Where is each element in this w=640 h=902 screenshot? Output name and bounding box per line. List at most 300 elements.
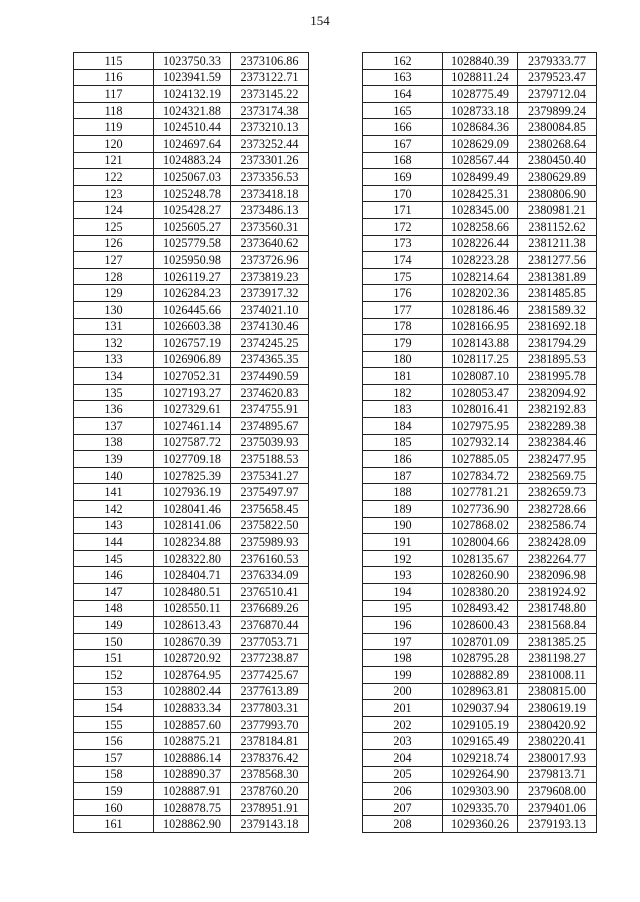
table-row <box>74 799 309 816</box>
coordinates-table-left <box>73 52 309 833</box>
x-coordinate-cell: 1027329.61 <box>154 401 231 418</box>
y-coordinate-cell: 2374755.91 <box>231 401 309 418</box>
y-coordinate-cell: 2379813.71 <box>518 766 597 783</box>
point-number-cell: 204 <box>363 749 443 766</box>
x-coordinate-cell: 1028629.09 <box>443 135 518 152</box>
table-row <box>74 733 309 750</box>
table-row <box>363 716 597 733</box>
y-coordinate-cell: 2380268.64 <box>518 135 597 152</box>
y-coordinate-cell: 2381924.92 <box>518 584 597 601</box>
y-coordinate-cell: 2376334.09 <box>231 567 309 584</box>
x-coordinate-cell: 1028016.41 <box>443 401 518 418</box>
point-number-cell: 177 <box>363 301 443 318</box>
table-row <box>74 451 309 468</box>
x-coordinate-cell: 1028670.39 <box>154 633 231 650</box>
y-coordinate-cell: 2375822.50 <box>231 517 309 534</box>
x-coordinate-cell: 1028004.66 <box>443 534 518 551</box>
point-number-cell: 208 <box>363 816 443 833</box>
table-row <box>363 268 597 285</box>
table-row <box>74 218 309 235</box>
x-coordinate-cell: 1028258.66 <box>443 218 518 235</box>
table-row <box>363 335 597 352</box>
y-coordinate-cell: 2382096.98 <box>518 567 597 584</box>
x-coordinate-cell: 1027834.72 <box>443 467 518 484</box>
table-row <box>74 318 309 335</box>
y-coordinate-cell: 2379143.18 <box>231 816 309 833</box>
y-coordinate-cell: 2373418.18 <box>231 185 309 202</box>
y-coordinate-cell: 2379899.24 <box>518 102 597 119</box>
y-coordinate-cell: 2377613.89 <box>231 683 309 700</box>
table-row <box>363 550 597 567</box>
x-coordinate-cell: 1028701.09 <box>443 633 518 650</box>
point-number-cell: 143 <box>74 517 154 534</box>
x-coordinate-cell: 1023941.59 <box>154 69 231 86</box>
table-row <box>363 749 597 766</box>
y-coordinate-cell: 2382659.73 <box>518 484 597 501</box>
table-row <box>363 617 597 634</box>
point-number-cell: 157 <box>74 749 154 766</box>
x-coordinate-cell: 1029165.49 <box>443 733 518 750</box>
table-row <box>363 368 597 385</box>
x-coordinate-cell: 1029264.90 <box>443 766 518 783</box>
table-row <box>74 301 309 318</box>
point-number-cell: 207 <box>363 799 443 816</box>
x-coordinate-cell: 1028811.24 <box>443 69 518 86</box>
x-coordinate-cell: 1028404.71 <box>154 567 231 584</box>
table-row <box>363 169 597 186</box>
table-row <box>363 434 597 451</box>
table-row <box>363 152 597 169</box>
x-coordinate-cell: 1029303.90 <box>443 783 518 800</box>
point-number-cell: 165 <box>363 102 443 119</box>
coordinates-table-right-body <box>363 53 597 833</box>
y-coordinate-cell: 2381381.89 <box>518 268 597 285</box>
point-number-cell: 205 <box>363 766 443 783</box>
y-coordinate-cell: 2375188.53 <box>231 451 309 468</box>
y-coordinate-cell: 2382384.46 <box>518 434 597 451</box>
point-number-cell: 180 <box>363 351 443 368</box>
y-coordinate-cell: 2381895.53 <box>518 351 597 368</box>
table-row <box>363 86 597 103</box>
table-row <box>74 335 309 352</box>
y-coordinate-cell: 2380084.85 <box>518 119 597 136</box>
y-coordinate-cell: 2379193.13 <box>518 816 597 833</box>
table-row <box>74 716 309 733</box>
x-coordinate-cell: 1028840.39 <box>443 53 518 70</box>
table-row <box>363 683 597 700</box>
point-number-cell: 176 <box>363 285 443 302</box>
point-number-cell: 130 <box>74 301 154 318</box>
page-number: 154 <box>310 13 330 28</box>
table-row <box>74 666 309 683</box>
y-coordinate-cell: 2381995.78 <box>518 368 597 385</box>
point-number-cell: 124 <box>74 202 154 219</box>
y-coordinate-cell: 2373301.26 <box>231 152 309 169</box>
point-number-cell: 132 <box>74 335 154 352</box>
table-row <box>74 783 309 800</box>
table-row <box>74 53 309 70</box>
coordinates-table-left-body <box>74 53 309 833</box>
point-number-cell: 169 <box>363 169 443 186</box>
x-coordinate-cell: 1028795.28 <box>443 650 518 667</box>
x-coordinate-cell: 1025067.03 <box>154 169 231 186</box>
table-row <box>74 434 309 451</box>
x-coordinate-cell: 1028345.00 <box>443 202 518 219</box>
point-number-cell: 141 <box>74 484 154 501</box>
x-coordinate-cell: 1025779.58 <box>154 235 231 252</box>
y-coordinate-cell: 2381008.11 <box>518 666 597 683</box>
table-row <box>363 501 597 518</box>
x-coordinate-cell: 1028143.88 <box>443 335 518 352</box>
y-coordinate-cell: 2380420.92 <box>518 716 597 733</box>
x-coordinate-cell: 1025248.78 <box>154 185 231 202</box>
table-row <box>74 268 309 285</box>
table-row <box>74 235 309 252</box>
table-row <box>363 185 597 202</box>
y-coordinate-cell: 2379608.00 <box>518 783 597 800</box>
table-row <box>363 301 597 318</box>
y-coordinate-cell: 2381485.85 <box>518 285 597 302</box>
point-number-cell: 203 <box>363 733 443 750</box>
table-row <box>363 484 597 501</box>
table-row <box>363 69 597 86</box>
point-number-cell: 202 <box>363 716 443 733</box>
y-coordinate-cell: 2382094.92 <box>518 384 597 401</box>
x-coordinate-cell: 1024883.24 <box>154 152 231 169</box>
point-number-cell: 187 <box>363 467 443 484</box>
table-row <box>363 384 597 401</box>
table-row <box>74 534 309 551</box>
y-coordinate-cell: 2373819.23 <box>231 268 309 285</box>
y-coordinate-cell: 2376510.41 <box>231 584 309 601</box>
y-coordinate-cell: 2382477.95 <box>518 451 597 468</box>
point-number-cell: 191 <box>363 534 443 551</box>
x-coordinate-cell: 1028053.47 <box>443 384 518 401</box>
y-coordinate-cell: 2373210.13 <box>231 119 309 136</box>
y-coordinate-cell: 2376689.26 <box>231 600 309 617</box>
table-row <box>74 700 309 717</box>
point-number-cell: 136 <box>74 401 154 418</box>
table-row <box>74 633 309 650</box>
point-number-cell: 198 <box>363 650 443 667</box>
table-row <box>74 368 309 385</box>
table-row <box>363 351 597 368</box>
table-row <box>74 683 309 700</box>
point-number-cell: 149 <box>74 617 154 634</box>
point-number-cell: 142 <box>74 501 154 518</box>
point-number-cell: 196 <box>363 617 443 634</box>
y-coordinate-cell: 2373174.38 <box>231 102 309 119</box>
table-row <box>363 235 597 252</box>
x-coordinate-cell: 1028733.18 <box>443 102 518 119</box>
point-number-cell: 129 <box>74 285 154 302</box>
y-coordinate-cell: 2380629.89 <box>518 169 597 186</box>
y-coordinate-cell: 2373252.44 <box>231 135 309 152</box>
x-coordinate-cell: 1025428.27 <box>154 202 231 219</box>
point-number-cell: 139 <box>74 451 154 468</box>
x-coordinate-cell: 1028875.21 <box>154 733 231 750</box>
y-coordinate-cell: 2382264.77 <box>518 550 597 567</box>
y-coordinate-cell: 2379523.47 <box>518 69 597 86</box>
table-row <box>74 401 309 418</box>
x-coordinate-cell: 1028226.44 <box>443 235 518 252</box>
point-number-cell: 145 <box>74 550 154 567</box>
point-number-cell: 140 <box>74 467 154 484</box>
point-number-cell: 126 <box>74 235 154 252</box>
point-number-cell: 127 <box>74 252 154 269</box>
x-coordinate-cell: 1028775.49 <box>443 86 518 103</box>
y-coordinate-cell: 2377803.31 <box>231 700 309 717</box>
y-coordinate-cell: 2382192.83 <box>518 401 597 418</box>
x-coordinate-cell: 1028720.92 <box>154 650 231 667</box>
table-row <box>74 501 309 518</box>
table-row <box>74 384 309 401</box>
table-row <box>74 567 309 584</box>
point-number-cell: 123 <box>74 185 154 202</box>
x-coordinate-cell: 1027975.95 <box>443 418 518 435</box>
point-number-cell: 156 <box>74 733 154 750</box>
table-row <box>74 102 309 119</box>
x-coordinate-cell: 1028963.81 <box>443 683 518 700</box>
y-coordinate-cell: 2378568.30 <box>231 766 309 783</box>
point-number-cell: 181 <box>363 368 443 385</box>
table-row <box>74 86 309 103</box>
x-coordinate-cell: 1028141.06 <box>154 517 231 534</box>
table-row <box>74 600 309 617</box>
point-number-cell: 206 <box>363 783 443 800</box>
table-row <box>363 816 597 833</box>
y-coordinate-cell: 2379401.06 <box>518 799 597 816</box>
point-number-cell: 121 <box>74 152 154 169</box>
x-coordinate-cell: 1028087.10 <box>443 368 518 385</box>
point-number-cell: 146 <box>74 567 154 584</box>
x-coordinate-cell: 1024321.88 <box>154 102 231 119</box>
point-number-cell: 174 <box>363 252 443 269</box>
x-coordinate-cell: 1027461.14 <box>154 418 231 435</box>
y-coordinate-cell: 2380815.00 <box>518 683 597 700</box>
y-coordinate-cell: 2373917.32 <box>231 285 309 302</box>
point-number-cell: 188 <box>363 484 443 501</box>
point-number-cell: 184 <box>363 418 443 435</box>
point-number-cell: 173 <box>363 235 443 252</box>
x-coordinate-cell: 1028202.36 <box>443 285 518 302</box>
y-coordinate-cell: 2380220.41 <box>518 733 597 750</box>
point-number-cell: 162 <box>363 53 443 70</box>
table-row <box>363 783 597 800</box>
table-row <box>74 135 309 152</box>
table-row <box>363 584 597 601</box>
y-coordinate-cell: 2378760.20 <box>231 783 309 800</box>
point-number-cell: 150 <box>74 633 154 650</box>
x-coordinate-cell: 1028600.43 <box>443 617 518 634</box>
x-coordinate-cell: 1028887.91 <box>154 783 231 800</box>
y-coordinate-cell: 2377993.70 <box>231 716 309 733</box>
y-coordinate-cell: 2374130.46 <box>231 318 309 335</box>
y-coordinate-cell: 2374895.67 <box>231 418 309 435</box>
point-number-cell: 179 <box>363 335 443 352</box>
point-number-cell: 135 <box>74 384 154 401</box>
point-number-cell: 119 <box>74 119 154 136</box>
x-coordinate-cell: 1028223.28 <box>443 252 518 269</box>
point-number-cell: 168 <box>363 152 443 169</box>
point-number-cell: 148 <box>74 600 154 617</box>
x-coordinate-cell: 1028567.44 <box>443 152 518 169</box>
point-number-cell: 133 <box>74 351 154 368</box>
point-number-cell: 120 <box>74 135 154 152</box>
table-row <box>363 666 597 683</box>
y-coordinate-cell: 2373122.71 <box>231 69 309 86</box>
point-number-cell: 166 <box>363 119 443 136</box>
x-coordinate-cell: 1026119.27 <box>154 268 231 285</box>
point-number-cell: 170 <box>363 185 443 202</box>
x-coordinate-cell: 1028117.25 <box>443 351 518 368</box>
x-coordinate-cell: 1027936.19 <box>154 484 231 501</box>
table-row <box>74 152 309 169</box>
x-coordinate-cell: 1028802.44 <box>154 683 231 700</box>
y-coordinate-cell: 2382289.38 <box>518 418 597 435</box>
point-number-cell: 193 <box>363 567 443 584</box>
x-coordinate-cell: 1028480.51 <box>154 584 231 601</box>
x-coordinate-cell: 1029360.26 <box>443 816 518 833</box>
table-row <box>363 633 597 650</box>
table-row <box>74 202 309 219</box>
y-coordinate-cell: 2373640.62 <box>231 235 309 252</box>
point-number-cell: 201 <box>363 700 443 717</box>
x-coordinate-cell: 1025950.98 <box>154 252 231 269</box>
x-coordinate-cell: 1028882.89 <box>443 666 518 683</box>
table-row <box>363 766 597 783</box>
table-row <box>74 517 309 534</box>
y-coordinate-cell: 2374245.25 <box>231 335 309 352</box>
x-coordinate-cell: 1029037.94 <box>443 700 518 717</box>
x-coordinate-cell: 1026757.19 <box>154 335 231 352</box>
x-coordinate-cell: 1027052.31 <box>154 368 231 385</box>
y-coordinate-cell: 2381794.29 <box>518 335 597 352</box>
x-coordinate-cell: 1028550.11 <box>154 600 231 617</box>
point-number-cell: 186 <box>363 451 443 468</box>
y-coordinate-cell: 2375341.27 <box>231 467 309 484</box>
table-row <box>74 185 309 202</box>
point-number-cell: 117 <box>74 86 154 103</box>
table-row <box>363 799 597 816</box>
y-coordinate-cell: 2382728.66 <box>518 501 597 518</box>
point-number-cell: 152 <box>74 666 154 683</box>
x-coordinate-cell: 1028260.90 <box>443 567 518 584</box>
y-coordinate-cell: 2374620.83 <box>231 384 309 401</box>
x-coordinate-cell: 1028833.34 <box>154 700 231 717</box>
y-coordinate-cell: 2381198.27 <box>518 650 597 667</box>
x-coordinate-cell: 1028613.43 <box>154 617 231 634</box>
point-number-cell: 194 <box>363 584 443 601</box>
point-number-cell: 155 <box>74 716 154 733</box>
x-coordinate-cell: 1027193.27 <box>154 384 231 401</box>
point-number-cell: 131 <box>74 318 154 335</box>
point-number-cell: 200 <box>363 683 443 700</box>
x-coordinate-cell: 1026906.89 <box>154 351 231 368</box>
y-coordinate-cell: 2380806.90 <box>518 185 597 202</box>
y-coordinate-cell: 2377425.67 <box>231 666 309 683</box>
x-coordinate-cell: 1027709.18 <box>154 451 231 468</box>
point-number-cell: 137 <box>74 418 154 435</box>
table-row <box>74 69 309 86</box>
x-coordinate-cell: 1028499.49 <box>443 169 518 186</box>
x-coordinate-cell: 1027587.72 <box>154 434 231 451</box>
point-number-cell: 190 <box>363 517 443 534</box>
point-number-cell: 178 <box>363 318 443 335</box>
table-row <box>363 119 597 136</box>
x-coordinate-cell: 1028857.60 <box>154 716 231 733</box>
y-coordinate-cell: 2373145.22 <box>231 86 309 103</box>
y-coordinate-cell: 2376160.53 <box>231 550 309 567</box>
x-coordinate-cell: 1025605.27 <box>154 218 231 235</box>
table-row <box>363 285 597 302</box>
y-coordinate-cell: 2374490.59 <box>231 368 309 385</box>
table-row <box>363 700 597 717</box>
table-row <box>74 484 309 501</box>
point-number-cell: 115 <box>74 53 154 70</box>
y-coordinate-cell: 2377238.87 <box>231 650 309 667</box>
table-row <box>74 816 309 833</box>
x-coordinate-cell: 1027825.39 <box>154 467 231 484</box>
table-row <box>363 218 597 235</box>
table-row <box>363 451 597 468</box>
x-coordinate-cell: 1026603.38 <box>154 318 231 335</box>
y-coordinate-cell: 2378376.42 <box>231 749 309 766</box>
point-number-cell: 175 <box>363 268 443 285</box>
table-row <box>74 119 309 136</box>
x-coordinate-cell: 1028493.42 <box>443 600 518 617</box>
point-number-cell: 167 <box>363 135 443 152</box>
point-number-cell: 125 <box>74 218 154 235</box>
table-row <box>74 467 309 484</box>
table-row <box>74 617 309 634</box>
point-number-cell: 161 <box>74 816 154 833</box>
point-number-cell: 128 <box>74 268 154 285</box>
x-coordinate-cell: 1028425.31 <box>443 185 518 202</box>
y-coordinate-cell: 2375658.45 <box>231 501 309 518</box>
table-row <box>74 584 309 601</box>
table-row <box>74 169 309 186</box>
y-coordinate-cell: 2379333.77 <box>518 53 597 70</box>
y-coordinate-cell: 2373106.86 <box>231 53 309 70</box>
point-number-cell: 116 <box>74 69 154 86</box>
y-coordinate-cell: 2373726.96 <box>231 252 309 269</box>
y-coordinate-cell: 2381277.56 <box>518 252 597 269</box>
x-coordinate-cell: 1027868.02 <box>443 517 518 534</box>
y-coordinate-cell: 2373560.31 <box>231 218 309 235</box>
y-coordinate-cell: 2380981.21 <box>518 202 597 219</box>
point-number-cell: 134 <box>74 368 154 385</box>
x-coordinate-cell: 1028764.95 <box>154 666 231 683</box>
y-coordinate-cell: 2381568.84 <box>518 617 597 634</box>
x-coordinate-cell: 1027781.21 <box>443 484 518 501</box>
table-row <box>74 749 309 766</box>
x-coordinate-cell: 1028886.14 <box>154 749 231 766</box>
y-coordinate-cell: 2381211.38 <box>518 235 597 252</box>
table-row <box>363 733 597 750</box>
table-row <box>74 766 309 783</box>
point-number-cell: 195 <box>363 600 443 617</box>
table-row <box>363 102 597 119</box>
x-coordinate-cell: 1028041.46 <box>154 501 231 518</box>
x-coordinate-cell: 1029218.74 <box>443 749 518 766</box>
x-coordinate-cell: 1027736.90 <box>443 501 518 518</box>
y-coordinate-cell: 2380619.19 <box>518 700 597 717</box>
point-number-cell: 144 <box>74 534 154 551</box>
table-row <box>363 401 597 418</box>
table-row <box>363 467 597 484</box>
x-coordinate-cell: 1026445.66 <box>154 301 231 318</box>
